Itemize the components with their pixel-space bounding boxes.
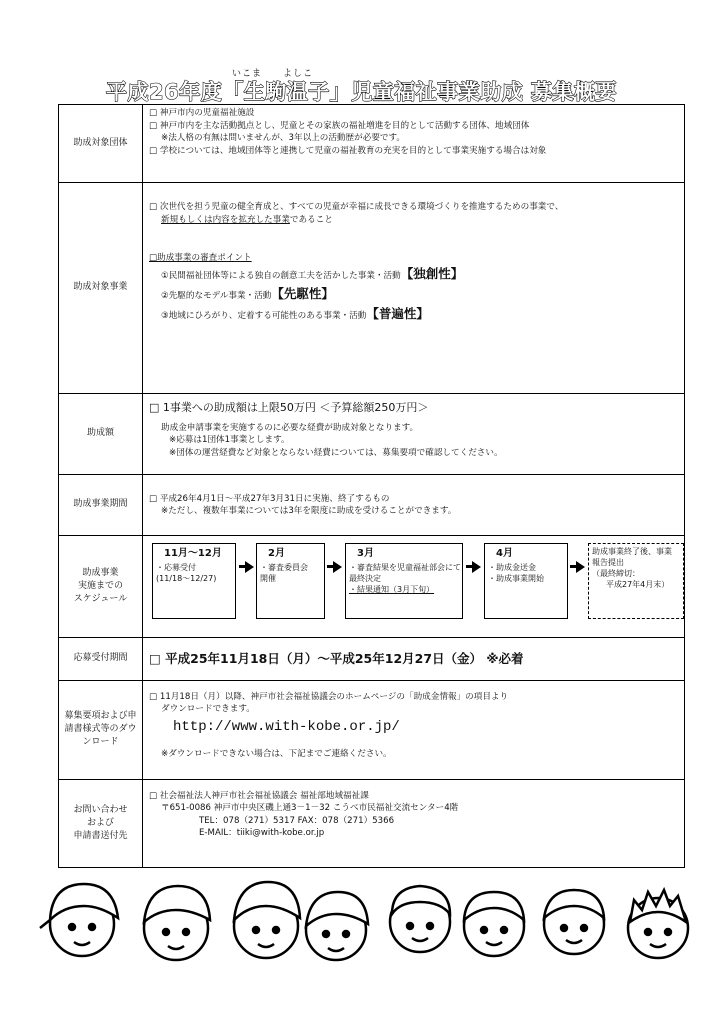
final-line-3: （最終締切：	[592, 568, 640, 578]
contact-org: □ 社会福祉法人神戸市社会福祉協議会 福祉部地域福祉課	[149, 790, 369, 801]
download-label-3: ンロード	[82, 737, 119, 747]
schedule-step-feb	[256, 543, 325, 619]
row-target-org	[59, 105, 685, 183]
content-application-period	[143, 637, 685, 680]
step-1-month: 11月～12月	[164, 547, 222, 559]
row-contact	[59, 779, 685, 867]
arrow-right-icon	[576, 561, 585, 573]
step-3-month: 3月	[357, 547, 374, 559]
label-contact	[59, 779, 143, 867]
label-schedule	[59, 535, 143, 637]
period-line-2: ※ただし、複数年事業については3年を限度に助成を受けることができます。	[161, 506, 457, 516]
row-amount	[59, 393, 685, 474]
child-face-icon	[40, 884, 118, 956]
review-point-1-tag: 【独創性】	[400, 265, 464, 281]
review-point-1-text: ①民間福祉団体等による独自の創意工夫を活かした事業・活動	[161, 270, 401, 281]
new-or-expanded-underlined: 新規もしくは内容を拡充した事業	[161, 214, 290, 225]
download-line-2: ダウンロードできます。	[161, 704, 255, 714]
content-target-project	[143, 183, 685, 394]
contact-label-3: 申請書送付先	[73, 830, 128, 841]
content-download	[143, 680, 685, 779]
amount-line-2: 助成金申請事業を実施するのに必要な経費が助成対象となります。	[161, 422, 419, 433]
step-4-month: 4月	[496, 547, 513, 559]
amount-limit: □ 1事業への助成額は上限50万円 ＜予算総額250万円＞	[149, 400, 429, 414]
contact-label-1: お問い合わせ	[73, 804, 128, 815]
content-period	[143, 474, 685, 535]
download-line-1: □ 11月18日（月）以降、神戸市社会福祉協議会のホームページの「助成金情報」の項目より	[149, 691, 509, 702]
contact-label-2: および	[86, 817, 114, 828]
schedule-label-2: 実施までの	[77, 580, 123, 591]
review-point-2-tag: 【先駆性】	[271, 285, 334, 301]
review-point-2-text: ②先駆的なモデル事業・活動	[161, 290, 272, 301]
schedule-label-3: スケジュール	[73, 593, 128, 604]
arrow-right-icon	[245, 561, 254, 573]
target-org-line-3: □ 学校については、地域団体等と連携して児童の福祉教育の充実を目的として事業実施する場合は対象	[149, 145, 547, 156]
step-2-line-1: ・審査委員会	[260, 562, 308, 572]
review-points-heading: □助成事業の審査ポイント	[149, 253, 252, 263]
schedule-step-nov-dec	[152, 543, 236, 619]
row-period	[59, 474, 685, 535]
step-2-month: 2月	[268, 547, 285, 559]
row-download	[59, 680, 685, 779]
review-point-2	[143, 285, 684, 305]
step-3-line-3: ・結果通知（3月下旬）	[349, 584, 435, 594]
label-download	[59, 680, 143, 779]
arrow-right-icon	[333, 561, 342, 573]
schedule-step-apr	[484, 543, 568, 619]
row-target-project	[59, 183, 685, 394]
target-project-line-1: □ 次世代を担う児童の健全育成と、すべての児童が幸福に成長できる環境づくりを推進するための事業で、	[149, 202, 564, 212]
amount-note-1: ※応募は1団体1事業とします。	[169, 435, 290, 445]
child-face-icon	[628, 890, 688, 958]
download-label-1: 募集要項および申	[64, 711, 137, 721]
target-project-line-2-suffix: であること	[289, 214, 333, 225]
schedule-label-1: 助成事業	[82, 567, 119, 578]
contact-email-link[interactable]: E-MAIL：tiiki@with-kobe.or.jp	[199, 828, 325, 838]
review-point-3	[143, 305, 684, 325]
download-url-link[interactable]: http://www.with-kobe.or.jp/	[173, 718, 400, 735]
step-4-line-1: ・助成金送金	[488, 562, 536, 572]
schedule-flow	[143, 536, 684, 634]
child-face-icon	[464, 892, 524, 956]
summary-table	[58, 104, 685, 868]
contact-tel-fax: TEL：078（271）5317 FAX：078（271）5366	[199, 815, 395, 826]
application-period-text: □ 平成25年11月18日（月）～平成25年12月27日（金） ※必着	[149, 650, 524, 666]
child-face-icon	[144, 886, 210, 960]
row-application-period	[59, 637, 685, 680]
ruby-yoshiko: よしこ	[283, 69, 314, 79]
arrow-right-icon	[472, 561, 481, 573]
period-line-1: □ 平成26年4月1日～平成27年3月31日に実施、終了するもの	[149, 493, 390, 504]
review-point-3-text: ③地域にひろがり、定着する可能性のある事業・活動	[161, 310, 367, 321]
target-project-line-2	[143, 214, 684, 227]
download-note: ※ダウンロードできない場合は、下記までご連絡ください。	[161, 748, 392, 759]
label-period: 助成事業期間	[59, 474, 143, 535]
label-application-period: 応募受付期間	[59, 637, 143, 680]
target-org-line-1: □ 神戸市内の児童福祉施設	[149, 108, 255, 118]
review-point-3-tag: 【普遍性】	[366, 305, 429, 321]
schedule-step-mar	[345, 543, 463, 619]
step-4-line-2: ・助成事業開始	[488, 573, 544, 583]
page-title: 平成26年度「生駒温子」児童福祉事業助成 募集概要	[105, 80, 618, 104]
target-org-line-2: □ 神戸市内を主な活動拠点とし、児童とその家族の福祉増進を目的として活動する団体、地域団体	[149, 120, 530, 131]
label-amount: 助成額	[59, 393, 143, 474]
label-target-project: 助成対象事業	[59, 183, 143, 394]
content-contact	[143, 779, 685, 867]
schedule-step-final-report	[588, 543, 684, 619]
child-face-icon	[234, 882, 300, 958]
contact-address: 〒651-0086 神戸市中央区磯上通3－1－32 こうべ市民福祉交流センター4階	[161, 803, 459, 813]
amount-note-2: ※団体の運営経費など対象とならない経費については、募集要項で確認してください。	[169, 447, 503, 458]
content-amount	[143, 393, 685, 474]
content-target-org	[143, 105, 685, 183]
label-target-org: 助成対象団体	[59, 105, 143, 183]
children-illustration	[0, 872, 723, 982]
child-face-icon	[390, 886, 450, 952]
step-1-line-1: ・応募受付	[156, 562, 196, 572]
row-schedule	[59, 535, 685, 637]
ruby-ikoma: いこま	[232, 69, 263, 79]
step-1-line-2: (11/18～12/27)	[156, 573, 217, 583]
child-face-icon	[306, 892, 368, 960]
step-3-line-2: 最終決定	[349, 573, 381, 583]
child-face-icon	[544, 890, 604, 954]
target-org-note: ※法人格の有無は問いませんが、3年以上の活動歴が必要です。	[161, 133, 406, 143]
download-label-2: 請書様式等のダウ	[64, 724, 137, 734]
review-point-1	[143, 265, 684, 285]
step-3-line-1: ・審査結果を児童福祉部会にて	[349, 562, 461, 572]
final-line-2: 報告提出	[592, 557, 624, 567]
step-2-line-2: 開催	[260, 573, 276, 583]
content-schedule	[143, 535, 685, 637]
final-line-1: 助成事業終了後、事業	[592, 546, 672, 556]
final-line-4: 平成27年4月末）	[606, 579, 670, 589]
